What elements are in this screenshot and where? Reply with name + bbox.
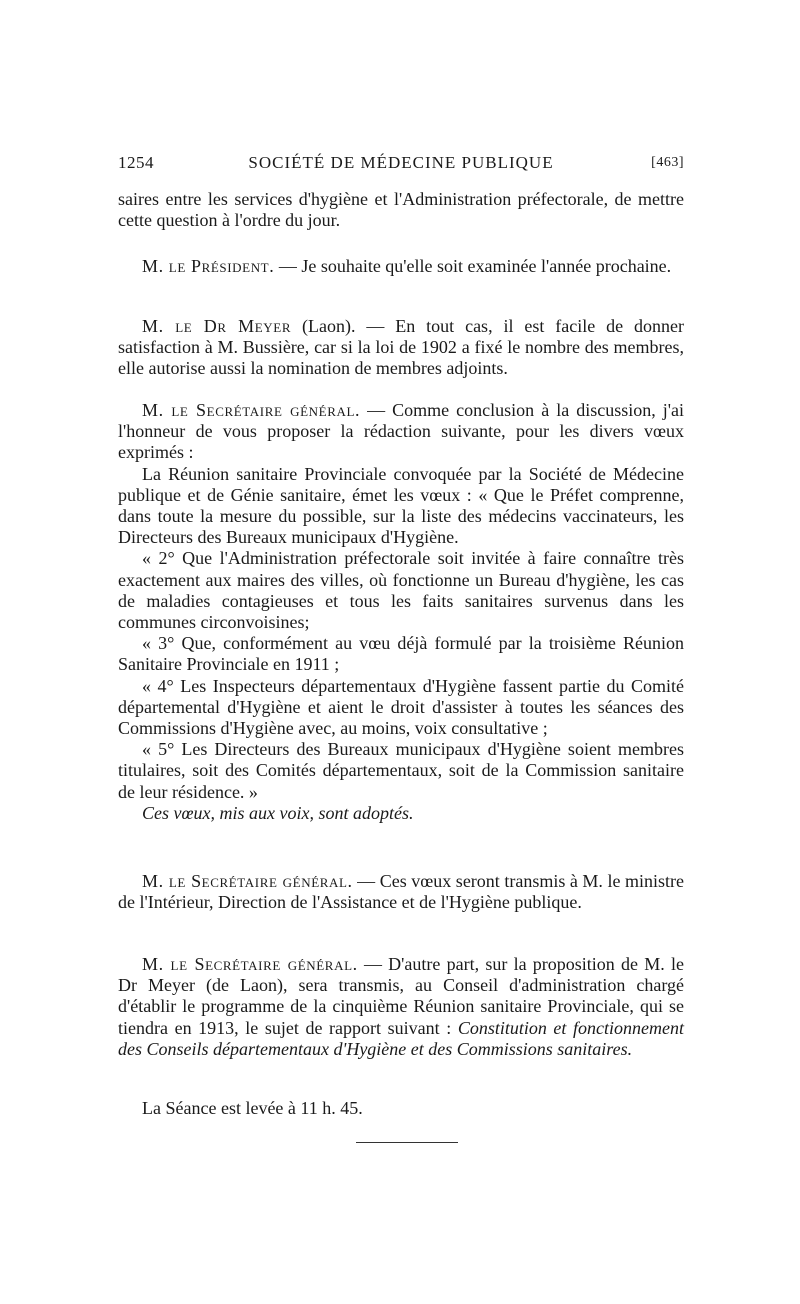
speaker-name: M. le Président. xyxy=(142,256,275,276)
paragraph-secretary-proposal xyxy=(118,954,684,1060)
speaker-name: M. le Secrétaire général. xyxy=(142,871,353,891)
page-number: 1254 xyxy=(118,153,154,172)
speaker-name: M. le Secrétaire général. xyxy=(142,400,361,420)
wish-4: « 4° Les Inspecteurs départementaux d'Hygiène fassent partie du Comité départemental d'Hygiène et aient le droit d'assister à toutes les séances des Commissions d'Hygiène avec, au moins, voix consultative ; xyxy=(118,675,684,739)
paragraph-secretary-transmit xyxy=(118,871,684,913)
speech-text: — Ces vœux seront transmis à M. le ministre de l'Intérieur, Direction de l'Assistance et de l'Hygiène publique. xyxy=(118,871,684,913)
wish-5: « 5° Les Directeurs des Bureaux municipaux d'Hygiène soient membres titulaires, soit des Comités départementaux, soit de la Commission sanitaire de leur résidence. » xyxy=(118,739,684,802)
speech-text: — Comme conclusion à la discussion, j'ai l'honneur de vous proposer la rédaction suivante, pour les divers vœux exprimés : xyxy=(118,400,684,463)
adoption-note: Ces vœux, mis aux voix, sont adoptés. xyxy=(142,802,414,823)
paragraph-president xyxy=(118,256,684,277)
speech-text: (Laon). — En tout cas, il est facile de donner satisfaction à M. Bussière, car si la loi de 1902 a fixé le nombre des membres, elle autorise aussi la nomination de membres adjoints. xyxy=(118,316,684,379)
report-topic: Constitution et fonctionnement des Conseils départementaux d'Hygiène et des Commissions sanitaires. xyxy=(118,1017,684,1059)
wish-2: « 2° Que l'Administration préfectorale soit invitée à faire connaître très exactement aux maires des villes, où fonctionne un Bureau d'hygiène, les cas de maladies contagieuses et tous les faits sanitaires survenus dans les communes circonvoisines; xyxy=(118,548,684,633)
paragraph-secretary-motion xyxy=(118,400,684,824)
speech-text: — D'autre part, sur la proposition de M. le Dr Meyer (de Laon), sera transmis, au Conseil d'administration chargé d'établir le programme de la cinquième Réunion sanitaire Provinciale, qui se tiendra en 1913, le sujet de rapport suivant : xyxy=(118,954,684,1038)
running-header xyxy=(118,153,684,177)
speech-text: — Je souhaite qu'elle soit examinée l'année prochaine. xyxy=(274,256,672,276)
paragraph-continuation: saires entre les services d'hygiène et l'Administration préfectorale, de mettre cette question à l'ordre du jour. xyxy=(118,189,684,231)
speaker-name: M. le Dr Meyer xyxy=(142,316,292,336)
motion-intro: La Réunion sanitaire Provinciale convoquée par la Société de Médecine publique et de Génie sanitaire, émet les vœux : « Que le Préfet comprenne, dans toute la mesure du possible, sur la liste des médecins vaccinateurs, les Directeurs des Bureaux municipaux d'Hygiène. xyxy=(118,463,684,548)
end-rule xyxy=(356,1142,458,1143)
closing-line: La Séance est levée à 11 h. 45. xyxy=(142,1098,363,1118)
bracket-page-number: [463] xyxy=(651,155,684,170)
speaker-name: M. le Secrétaire général. xyxy=(142,954,358,974)
running-title: SOCIÉTÉ DE MÉDECINE PUBLIQUE xyxy=(248,153,554,172)
paragraph-meyer xyxy=(118,316,684,380)
wish-3: « 3° Que, conformément au vœu déjà formulé par la troisième Réunion Sanitaire Provinciale en 1911 ; xyxy=(118,633,684,675)
